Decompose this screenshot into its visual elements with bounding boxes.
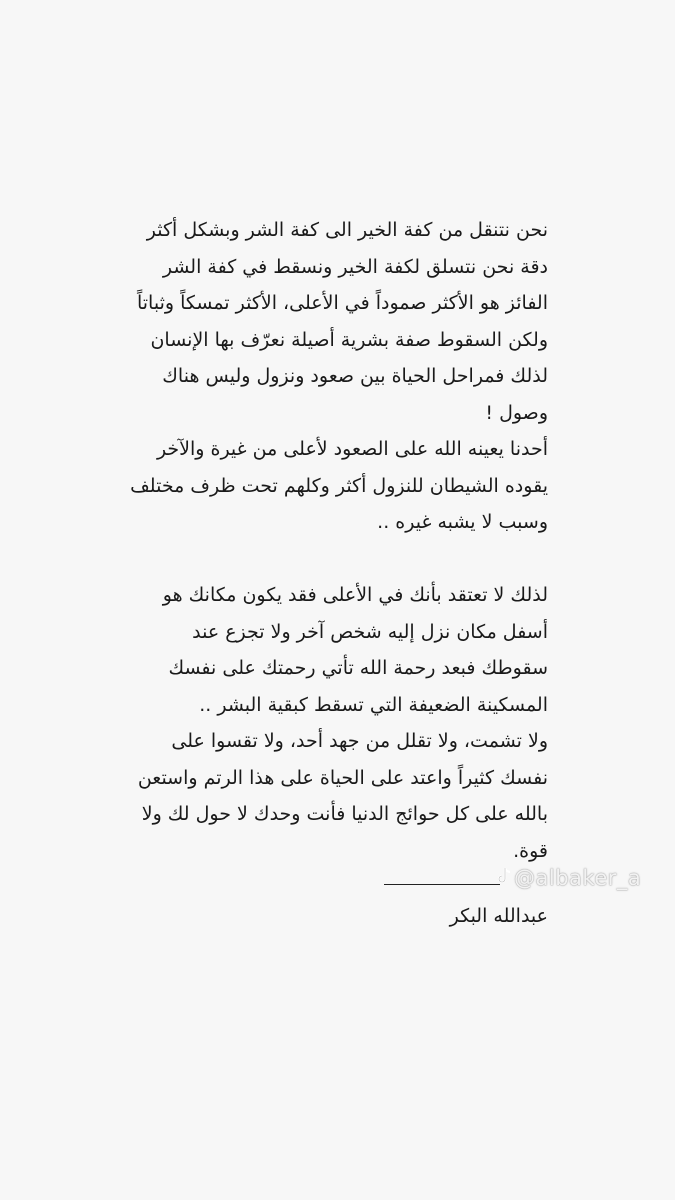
text-line: أسفل مكان نزل إليه شخص آخر ولا تجزع عند — [192, 620, 548, 643]
watermark-handle: @albaker_a — [514, 866, 642, 890]
text-line: بالله على كل حوائج الدنيا فأنت وحدك لا حول لك ولا — [141, 803, 548, 825]
author-signature: عبدالله البكر — [449, 905, 548, 927]
text-line: دقة نحن نتسلق لكفة الخير ونسقط في كفة الشر — [162, 255, 548, 278]
signature-rule — [384, 884, 500, 885]
text-line: ولا تشمت، ولا تقلل من جهد أحد، ولا تقسوا على — [171, 730, 548, 752]
quote-text — [108, 212, 548, 869]
text-line: ولكن السقوط صفة بشرية أصيلة نعرّف بها الإنسان — [150, 328, 548, 351]
text-line: قوة. — [513, 839, 548, 862]
text-line: نحن نتنقل من كفة الخير الى كفة الشر وبشكل أكثر — [146, 219, 548, 241]
text-line: سقوطك فبعد رحمة الله تأتي رحمتك على نفسك — [168, 657, 548, 679]
text-line: لذلك لا تعتقد بأنك في الأعلى فقد يكون مكانك هو — [162, 584, 548, 606]
text-line: أحدنا يعينه الله على الصعود لأعلى من غيرة والآخر — [156, 438, 548, 460]
text-line: نفسك كثيراً واعتد على الحياة على هذا الرتم واستعن — [137, 766, 548, 789]
text-line: الفائز هو الأكثر صموداً في الأعلى، الأكثر تمسكاً وثباتاً — [136, 292, 548, 314]
text-line: وسبب لا يشبه غيره .. — [377, 511, 548, 533]
paragraph-gap — [108, 541, 548, 578]
tiktok-icon — [496, 866, 512, 890]
text-line: لذلك فمراحل الحياة بين صعود ونزول وليس هناك — [162, 365, 548, 387]
text-line: يقوده الشيطان للنزول أكثر وكلهم تحت ظرف مختلف — [130, 474, 548, 497]
text-line: المسكينة الضعيفة التي تسقط كبقية البشر .. — [199, 693, 548, 716]
watermark — [496, 866, 641, 890]
text-line: وصول ! — [485, 401, 548, 424]
